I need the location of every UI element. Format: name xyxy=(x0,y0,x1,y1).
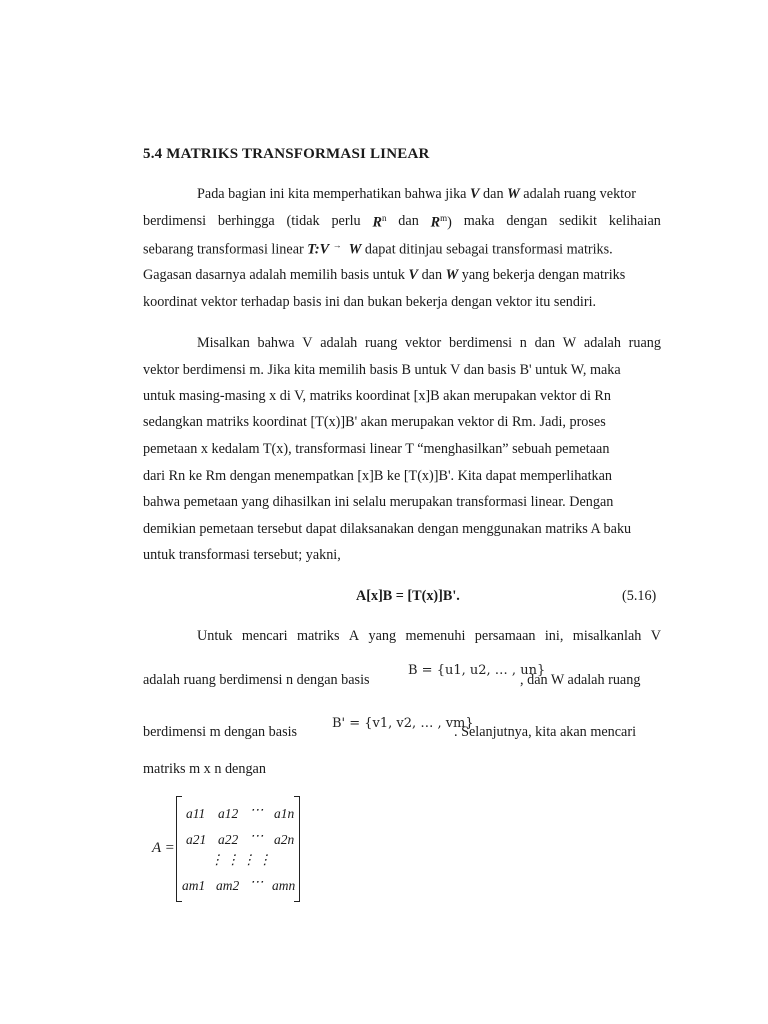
var-V: V xyxy=(408,267,419,283)
text: Pada bagian ini kita memperhatikan bahwa jika xyxy=(197,186,471,202)
matrix-cell: a1n xyxy=(274,806,295,821)
text: dengan xyxy=(506,213,548,229)
p3-line-2b: , dan W adalah ruang xyxy=(520,672,641,688)
matrix-A xyxy=(152,796,312,906)
text: adalah ruang vektor xyxy=(519,186,636,202)
p1-line-5: koordinat vektor terhadap basis ini dan bukan bekerja dengan vektor itu sendiri. xyxy=(143,294,597,310)
text: kelihaian xyxy=(608,213,661,229)
text: perlu xyxy=(331,213,361,229)
p1-line-2 xyxy=(143,213,661,232)
var-V: V xyxy=(470,186,480,202)
matrix-cell: a2n xyxy=(274,832,295,847)
arrow-icon: → xyxy=(332,240,342,250)
p2-line-1: Misalkan bahwa V adalah ruang vektor berdimensi n dan W adalah ruang xyxy=(197,335,661,351)
p3-line-3a: berdimensi m dengan basis xyxy=(143,724,298,740)
text: dan xyxy=(418,267,446,283)
matrix-cell: a22 xyxy=(218,832,239,847)
p2-line-3: untuk masing-masing x di V, matriks koordinat [x]B akan merupakan vektor di Rn xyxy=(143,388,611,404)
matrix-cell: ⋯ xyxy=(250,802,264,817)
p2-line-4: sedangkan matriks koordinat [T(x)]B' akan merupakan vektor di Rm. Jadi, proses xyxy=(143,414,606,430)
text: berhingga xyxy=(217,213,275,229)
matrix-cell: a11 xyxy=(186,806,206,821)
matrix-cell: ⋮ xyxy=(210,852,224,867)
p2-line-2: vektor berdimensi m. Jika kita memilih basis B untuk V dan basis B' untuk W, maka xyxy=(143,362,621,378)
section-heading: 5.4 MATRIKS TRANSFORMASI LINEAR xyxy=(143,146,430,162)
matrix-label: A = xyxy=(152,840,175,856)
p3-line-3b: . Selanjutnya, kita akan mencari xyxy=(454,724,637,740)
text: sedikit xyxy=(559,213,598,229)
matrix-cell: ⋮ xyxy=(226,852,240,867)
text: dan xyxy=(479,186,508,202)
matrix-cell: ⋯ xyxy=(250,828,264,843)
p1-line-4 xyxy=(143,267,661,284)
p3-line-1: Untuk mencari matriks A yang memenuhi persamaan ini, misalkanlah V xyxy=(197,628,661,644)
p3-line-4: matriks m x n dengan xyxy=(143,761,266,777)
p1-line-1 xyxy=(197,186,661,203)
p2-line-9: untuk transformasi tersebut; yakni, xyxy=(143,547,341,563)
equation-5-16: A[x]B = [T(x)]B'. xyxy=(356,588,460,604)
text: maka xyxy=(463,213,495,229)
matrix-cell: am1 xyxy=(182,878,206,893)
matrix-cell: ⋮ xyxy=(242,852,256,867)
basis-B-formula: B = {u1, u2, … , un} xyxy=(408,663,546,678)
text: berdimensi xyxy=(143,213,207,229)
text: Gagasan dasarnya adalah memilih basis untuk xyxy=(143,267,409,283)
matrix-cell: a12 xyxy=(218,806,239,821)
matrix-cell: ⋯ xyxy=(250,874,264,889)
text: dapat ditinjau sebagai transformasi matriks. xyxy=(361,241,613,258)
equation-number: (5.16) xyxy=(622,588,657,604)
matrix-cell: amn xyxy=(272,878,296,893)
text: dan xyxy=(398,213,419,229)
text: yang bekerja dengan matriks xyxy=(458,267,626,283)
var-TV: T:V xyxy=(307,241,330,258)
matrix-cell: a21 xyxy=(186,832,207,847)
p2-line-8: demikian pemetaan tersebut dapat dilaksanakan dengan menggunakan matriks A baku xyxy=(143,521,632,537)
var-Rn: $R^n$ xyxy=(372,213,387,231)
p2-line-7: bahwa pemetaan yang dihasilkan ini selalu merupakan transformasi linear. Dengan xyxy=(143,494,614,510)
matrix-cell: ⋮ xyxy=(258,852,272,867)
var-W: W xyxy=(348,241,362,258)
matrix-cell: am2 xyxy=(216,878,240,893)
text: sebarang transformasi linear xyxy=(143,241,308,258)
var-W: W xyxy=(445,267,459,283)
var-Rm: $R^m$) xyxy=(430,213,452,231)
var-W: W xyxy=(507,186,520,202)
text: (tidak xyxy=(286,213,320,229)
p3-line-2a: adalah ruang berdimensi n dengan basis xyxy=(143,672,370,688)
basis-Bprime-formula: B' = {v1, v2, … , vm} xyxy=(332,716,474,731)
p2-line-6: dari Rn ke Rm dengan menempatkan [x]B ke [T(x)]B'. Kita dapat memperlihatkan xyxy=(143,468,613,484)
p2-line-5: pemetaan x kedalam T(x), transformasi linear T “menghasilkan” sebuah pemetaan xyxy=(143,441,610,457)
p1-line-3 xyxy=(143,240,661,259)
